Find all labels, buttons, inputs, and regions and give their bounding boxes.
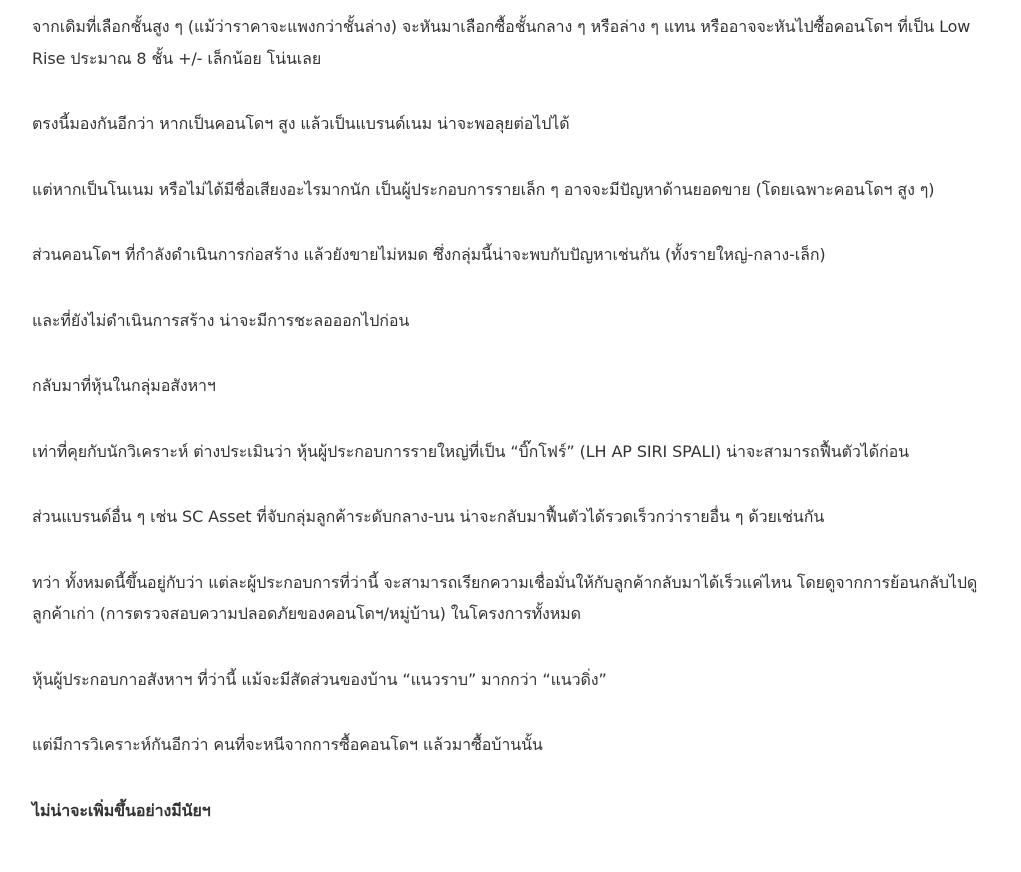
paragraph-9: ทว่า ทั้งหมดนี้ขึ้นอยู่กับว่า แต่ละผู้ประกอบการที่ว่านี้ จะสามารถเรียกความเชื่อมั่นให้กับลูกค้ากลับมาได้เร็วแค่ไหน โดยดูจากการย้อนกลับไปดูลูกค้าเก่า (การตรวจสอบความปลอดภัยของคอนโดฯ/หมู่บ้าน) ในโครงการทั้งหมด: [32, 572, 978, 623]
paragraph-8: ส่วนแบรนด์อื่น ๆ เช่น SC Asset ที่จับกลุ่มลูกค้าระดับกลาง-บน น่าจะกลับมาฟื้นตัวได้รวดเร็วกว่ารายอื่น ๆ ด้วยเช่นกัน: [32, 507, 825, 526]
paragraph-4: ส่วนคอนโดฯ ที่กำลังดำเนินการก่อสร้าง แล้วยังขายไม่หมด ซึ่งกลุ่มนี้น่าจะพบกับปัญหาเช่นกัน (ทั้งรายใหญ่-กลาง-เล็ก): [32, 245, 826, 264]
paragraph-11: แต่มีการวิเคราะห์กันอีกว่า คนที่จะหนีจากการซื้อคอนโดฯ แล้วมาซื้อบ้านนั้น: [32, 735, 543, 754]
paragraph-6: กลับมาที่หุ้นในกลุ่มอสังหาฯ: [32, 376, 216, 395]
paragraph-5: และที่ยังไม่ดำเนินการสร้าง น่าจะมีการชะลอออกไปก่อน: [32, 310, 410, 330]
paragraph-10: หุ้นผู้ประกอบกาอสังหาฯ ที่ว่านี้ แม้จะมีสัดส่วนของบ้าน “แนวราบ” มากกว่า “แนวดิ่ง”: [32, 669, 607, 689]
paragraph-1: จากเดิมที่เลือกชั้นสูง ๆ (แม้ว่าราคาจะแพงกว่าชั้นล่าง) จะหันมาเลือกซื้อชั้นกลาง ๆ หรือล่าง ๆ แทน หรืออาจจะหันไปซื้อคอนโดฯ ที่เป็น Low Rise ประมาณ 8 ชั้น +/- เล็กน้อย โน่นเลย: [32, 17, 971, 68]
paragraph-7: เท่าที่คุยกับนักวิเคราะห์ ต่างประเมินว่า หุ้นผู้ประกอบการรายใหญ่ที่เป็น “บิ๊กโฟร์” (LH AP SIRI SPALI) น่าจะสามารถฟื้นตัวได้ก่อน: [32, 441, 909, 461]
article-body: [32, 11, 992, 826]
paragraph-12-bold-conclusion: ไม่น่าจะเพิ่มขึ้นอย่างมีนัยฯ: [32, 800, 211, 820]
paragraph-3: แต่หากเป็นโนเนม หรือไม่ได้มีชื่อเสียงอะไรมากนัก เป็นผู้ประกอบการรายเล็ก ๆ อาจจะมีปัญหาด้านยอดขาย (โดยเฉพาะคอนโดฯ สูง ๆ): [32, 179, 935, 199]
paragraph-2: ตรงนี้มองกันอีกว่า หากเป็นคอนโดฯ สูง แล้วเป็นแบรนด์เนม น่าจะพอลุยต่อไปได้: [32, 114, 570, 133]
